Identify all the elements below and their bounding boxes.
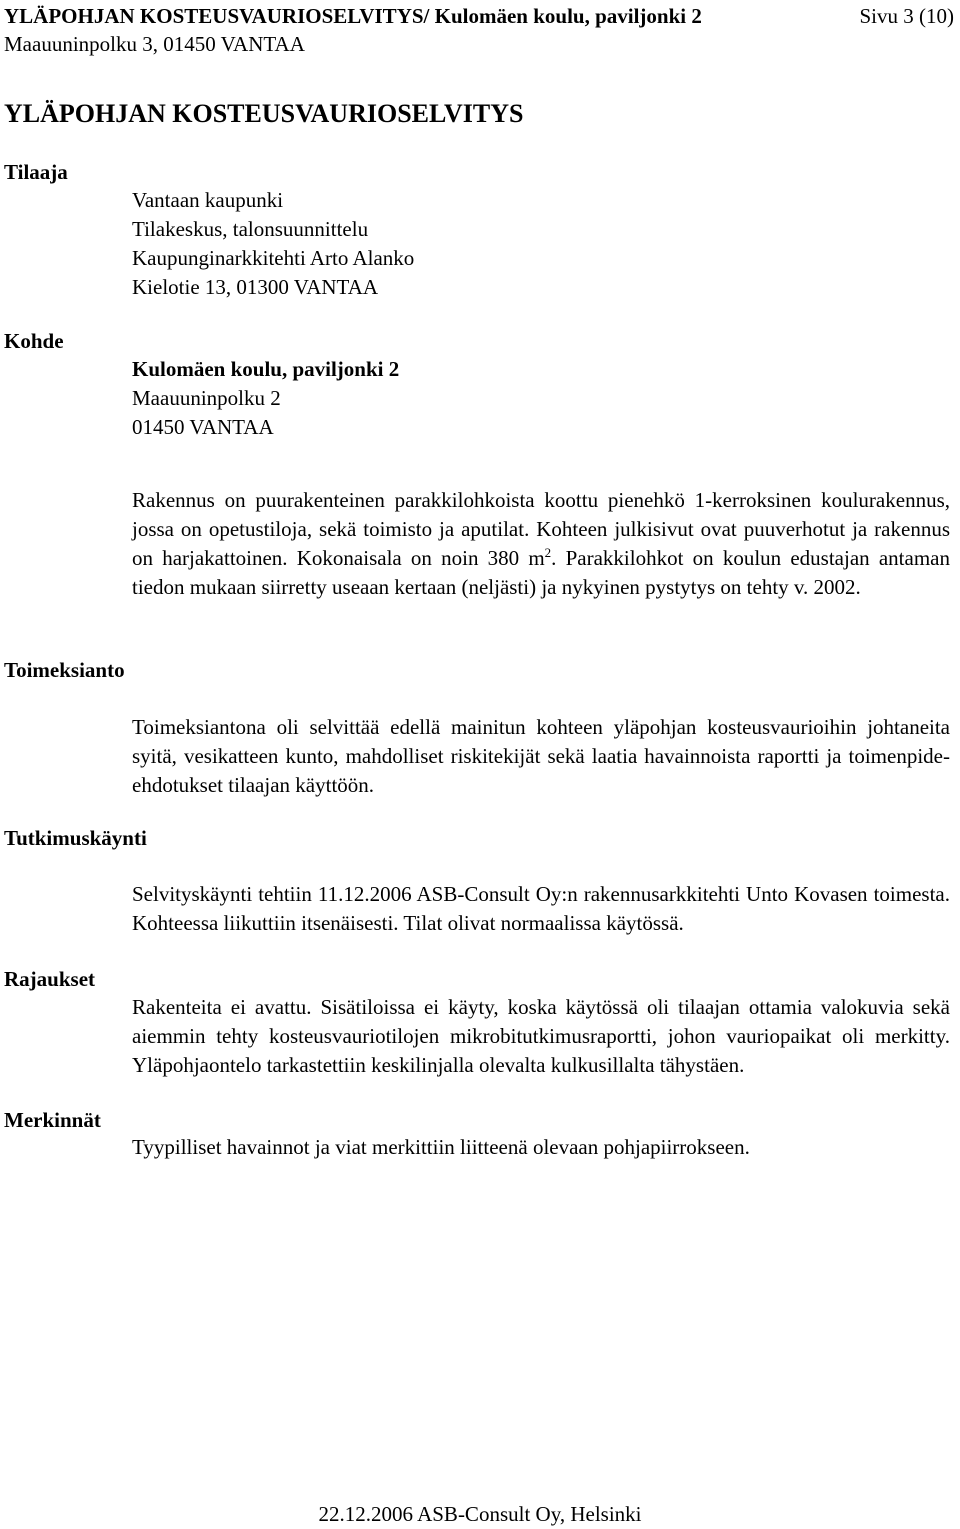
kohde-description	[132, 486, 950, 602]
page-number: Sivu 3 (10)	[859, 4, 954, 28]
label-rajaukset: Rajaukset	[4, 967, 96, 991]
toimeksianto-text	[132, 713, 950, 800]
kohde-line: Maauuninpolku 2	[132, 386, 281, 410]
label-tutkimuskaynti: Tutkimuskäynti	[4, 826, 147, 850]
footer: 22.12.2006 ASB-Consult Oy, Helsinki	[318, 1502, 642, 1526]
tutkimuskaynti-paragraph: Selvityskäynti tehtiin 11.12.2006 ASB-Consult Oy:n rakennusarkkitehti Unto Kovasen toimesta. Kohteessa liikuttiin itsenäisesti. Tilat olivat normaalissa käytössä.	[132, 882, 950, 935]
label-kohde: Kohde	[4, 329, 64, 353]
tilaaja-line: Tilakeskus, talonsuunnittelu	[132, 217, 369, 241]
merkinnat-text	[132, 1133, 950, 1162]
area-unit-superscript: 2	[544, 545, 552, 560]
tilaaja-line: Vantaan kaupunki	[132, 188, 284, 212]
rajaukset-text	[132, 993, 950, 1080]
header-address: Maauuninpolku 3, 01450 VANTAA	[4, 32, 305, 56]
toimeksianto-paragraph: Toimeksiantona oli selvittää edellä mainitun kohteen yläpohjan kosteusvaurioihin johtaneita syitä, vesikatteen kunto, mahdolliset riskitekijät sekä laatia havainnoista raportti ja toimenpide-ehdotukset tilaajan käyttöön.	[132, 715, 950, 797]
kohde-description-text-cont: . Parakkilohkot on koulun edustajan antaman tiedon mukaan siirretty useaan kertaan (neljästi) ja nykyinen pystytys on tehty v. 2002.	[132, 546, 950, 599]
header-title: YLÄPOHJAN KOSTEUSVAURIOSELVITYS/ Kulomäen koulu, paviljonki 2	[4, 4, 702, 28]
rajaukset-paragraph: Rakenteita ei avattu. Sisätiloissa ei käyty, koska käytössä oli tilaajan ottamia valokuvia sekä aiemmin tehty kosteusvauriotilojen mikrobitutkimusraportti, johon vauriopaikat oli merkitty. Yläpohjaontelo tarkastettiin keskilinjalla olevalta kulkusillalta tähystäen.	[132, 995, 950, 1077]
kohde-description-text: Rakennus on puurakenteinen parakkilohkoista koottu pienehkö 1-kerroksinen koulurakennus, jossa on opetustiloja, sekä toimisto ja aputilat. Kohteen julkisivut ovat puuverhotut ja rakennus on harjakattoinen. Kokonaisala on noin 380 m	[132, 488, 950, 570]
document-title: YLÄPOHJAN KOSTEUSVAURIOSELVITYS	[4, 99, 524, 128]
tilaaja-block	[132, 186, 950, 302]
tilaaja-line: Kielotie 13, 01300 VANTAA	[132, 275, 379, 299]
merkinnat-paragraph: Tyypilliset havainnot ja viat merkittiin liitteenä olevaan pohjapiirrokseen.	[132, 1135, 750, 1159]
tutkimuskaynti-text	[132, 880, 950, 938]
tilaaja-line: Kaupunginarkkitehti Arto Alanko	[132, 246, 415, 270]
kohde-line: 01450 VANTAA	[132, 415, 274, 439]
kohde-block	[132, 355, 950, 442]
label-merkinnat: Merkinnät	[4, 1108, 101, 1132]
label-tilaaja: Tilaaja	[4, 160, 68, 184]
label-toimeksianto: Toimeksianto	[4, 658, 125, 682]
kohde-name: Kulomäen koulu, paviljonki 2	[132, 357, 400, 381]
